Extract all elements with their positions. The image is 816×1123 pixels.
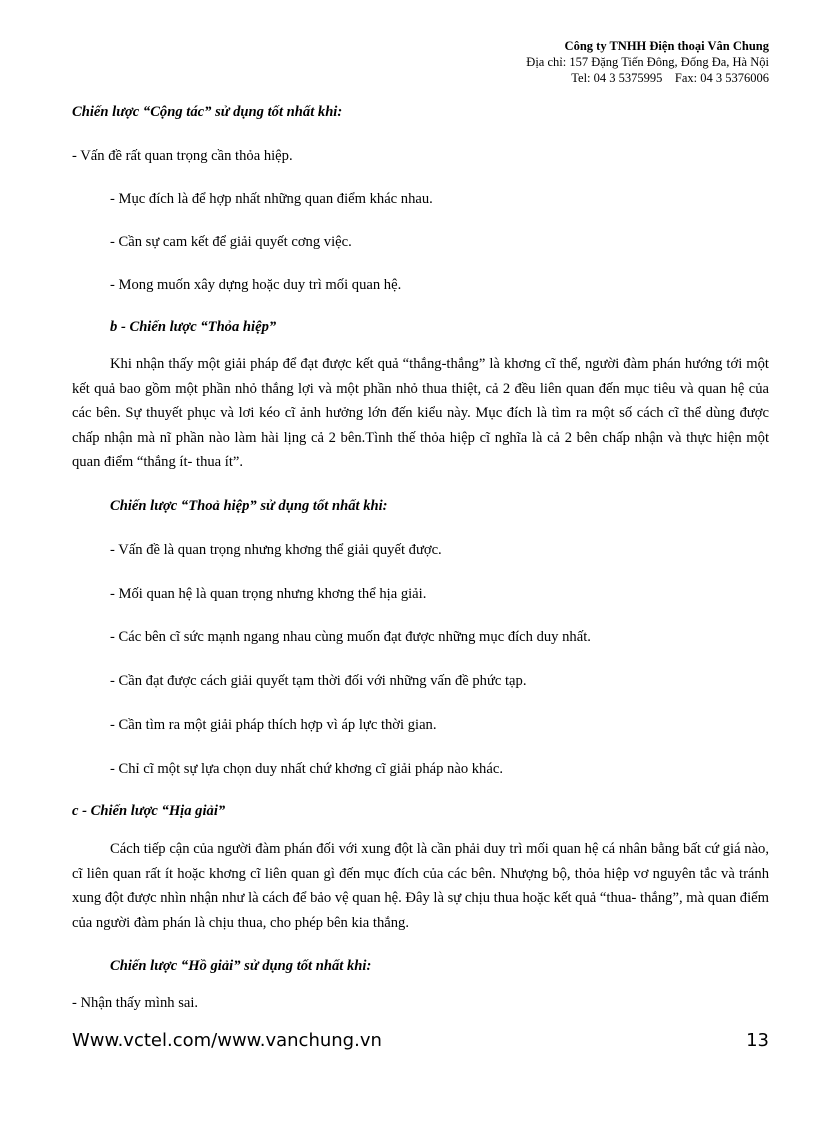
page-header bbox=[526, 38, 769, 86]
heading-c-hoa-giai: c - Chiến lược “Hịa giải” bbox=[72, 803, 226, 819]
company-name: Công ty TNHH Điện thoại Vân Chung bbox=[564, 39, 769, 53]
list-item: - Mục đích là để hợp nhất những quan điểm khác nhau. bbox=[110, 191, 433, 207]
list-item: - Vấn đề rất quan trọng cần thỏa hiệp. bbox=[72, 148, 293, 164]
list-item: - Cần sự cam kết để giải quyết cơng việc. bbox=[110, 234, 352, 250]
list-item: - Mối quan hệ là quan trọng nhưng khơng thể hịa giải. bbox=[110, 586, 427, 602]
list-item: - Các bên cĩ sức mạnh ngang nhau cùng muốn đạt được những mục đích duy nhất. bbox=[110, 629, 591, 645]
heading-b-thoa-hiep: b - Chiến lược “Thỏa hiệp” bbox=[110, 319, 277, 335]
company-address: Địa chỉ: 157 Đặng Tiến Đông, Đống Đa, Hà Nội bbox=[526, 55, 769, 69]
company-contact: Tel: 04 3 5375995 Fax: 04 3 5376006 bbox=[571, 71, 769, 85]
list-item: - Cần đạt được cách giải quyết tạm thời đối với những vấn đề phức tạp. bbox=[110, 673, 527, 689]
list-item: - Cần tìm ra một giải pháp thích hợp vì áp lực thời gian. bbox=[110, 717, 437, 733]
list-item: - Mong muốn xây dựng hoặc duy trì mối quan hệ. bbox=[110, 277, 402, 293]
paragraph-thoa-hiep: Khi nhận thấy một giải pháp để đạt được kết quả “thắng-thắng” là khơng cĩ thể, người đàm phán hướng tới một kết quả bao gồm một phần nhỏ thắng lợi và một phần nhỏ thua thiệt, cả 2 đều liên quan đến mục tiêu và quan hệ của các bên. Sự thuyết phục và lơi kéo cĩ ảnh hưởng lớn đến kiểu này. Mục đích là tìm ra một số cách cĩ thể dùng được chấp nhận mà nĩ phần nào làm hài lịng cả 2 bên.Tình thế thỏa hiệp cĩ nghĩa là cả 2 bên chấp nhận và thực hiện một quan điểm “thắng ít- thua ít”. bbox=[72, 356, 769, 470]
heading-thoa-hiep-usage: Chiến lược “Thoả hiệp” sử dụng tốt nhất khi: bbox=[110, 498, 388, 514]
page-number: 13 bbox=[746, 1030, 769, 1051]
list-item: - Vấn đề là quan trọng nhưng khơng thể giải quyết được. bbox=[110, 542, 442, 558]
heading-ho-giai-usage: Chiến lược “Hồ giải” sử dụng tốt nhất khi: bbox=[110, 958, 372, 974]
footer-website: Www.vctel.com/www.vanchung.vn bbox=[72, 1030, 382, 1051]
heading-cong-tac-usage: Chiến lược “Cộng tác” sử dụng tốt nhất khi: bbox=[72, 104, 343, 120]
paragraph-hoa-giai: Cách tiếp cận của người đàm phán đối với xung đột là cần phải duy trì mối quan hệ cá nhân bằng bất cứ giá nào, cĩ liên quan rất ít hoặc khơng cĩ liên quan gì đến mục đích của các bên. Nhượng bộ, thỏa hiệp vơ nguyên tắc và tránh xung đột được nhìn nhận như là cách để bảo vệ quan hệ. Đây là sự chịu thua hoặc kết quả “thua- thắng”, mà quan điểm của người đàm phán là chịu thua, cho phép bên kia thắng. bbox=[72, 841, 769, 931]
list-item: - Nhận thấy mình sai. bbox=[72, 995, 199, 1011]
list-item: - Chỉ cĩ một sự lựa chọn duy nhất chứ khơng cĩ giải pháp nào khác. bbox=[110, 761, 503, 777]
